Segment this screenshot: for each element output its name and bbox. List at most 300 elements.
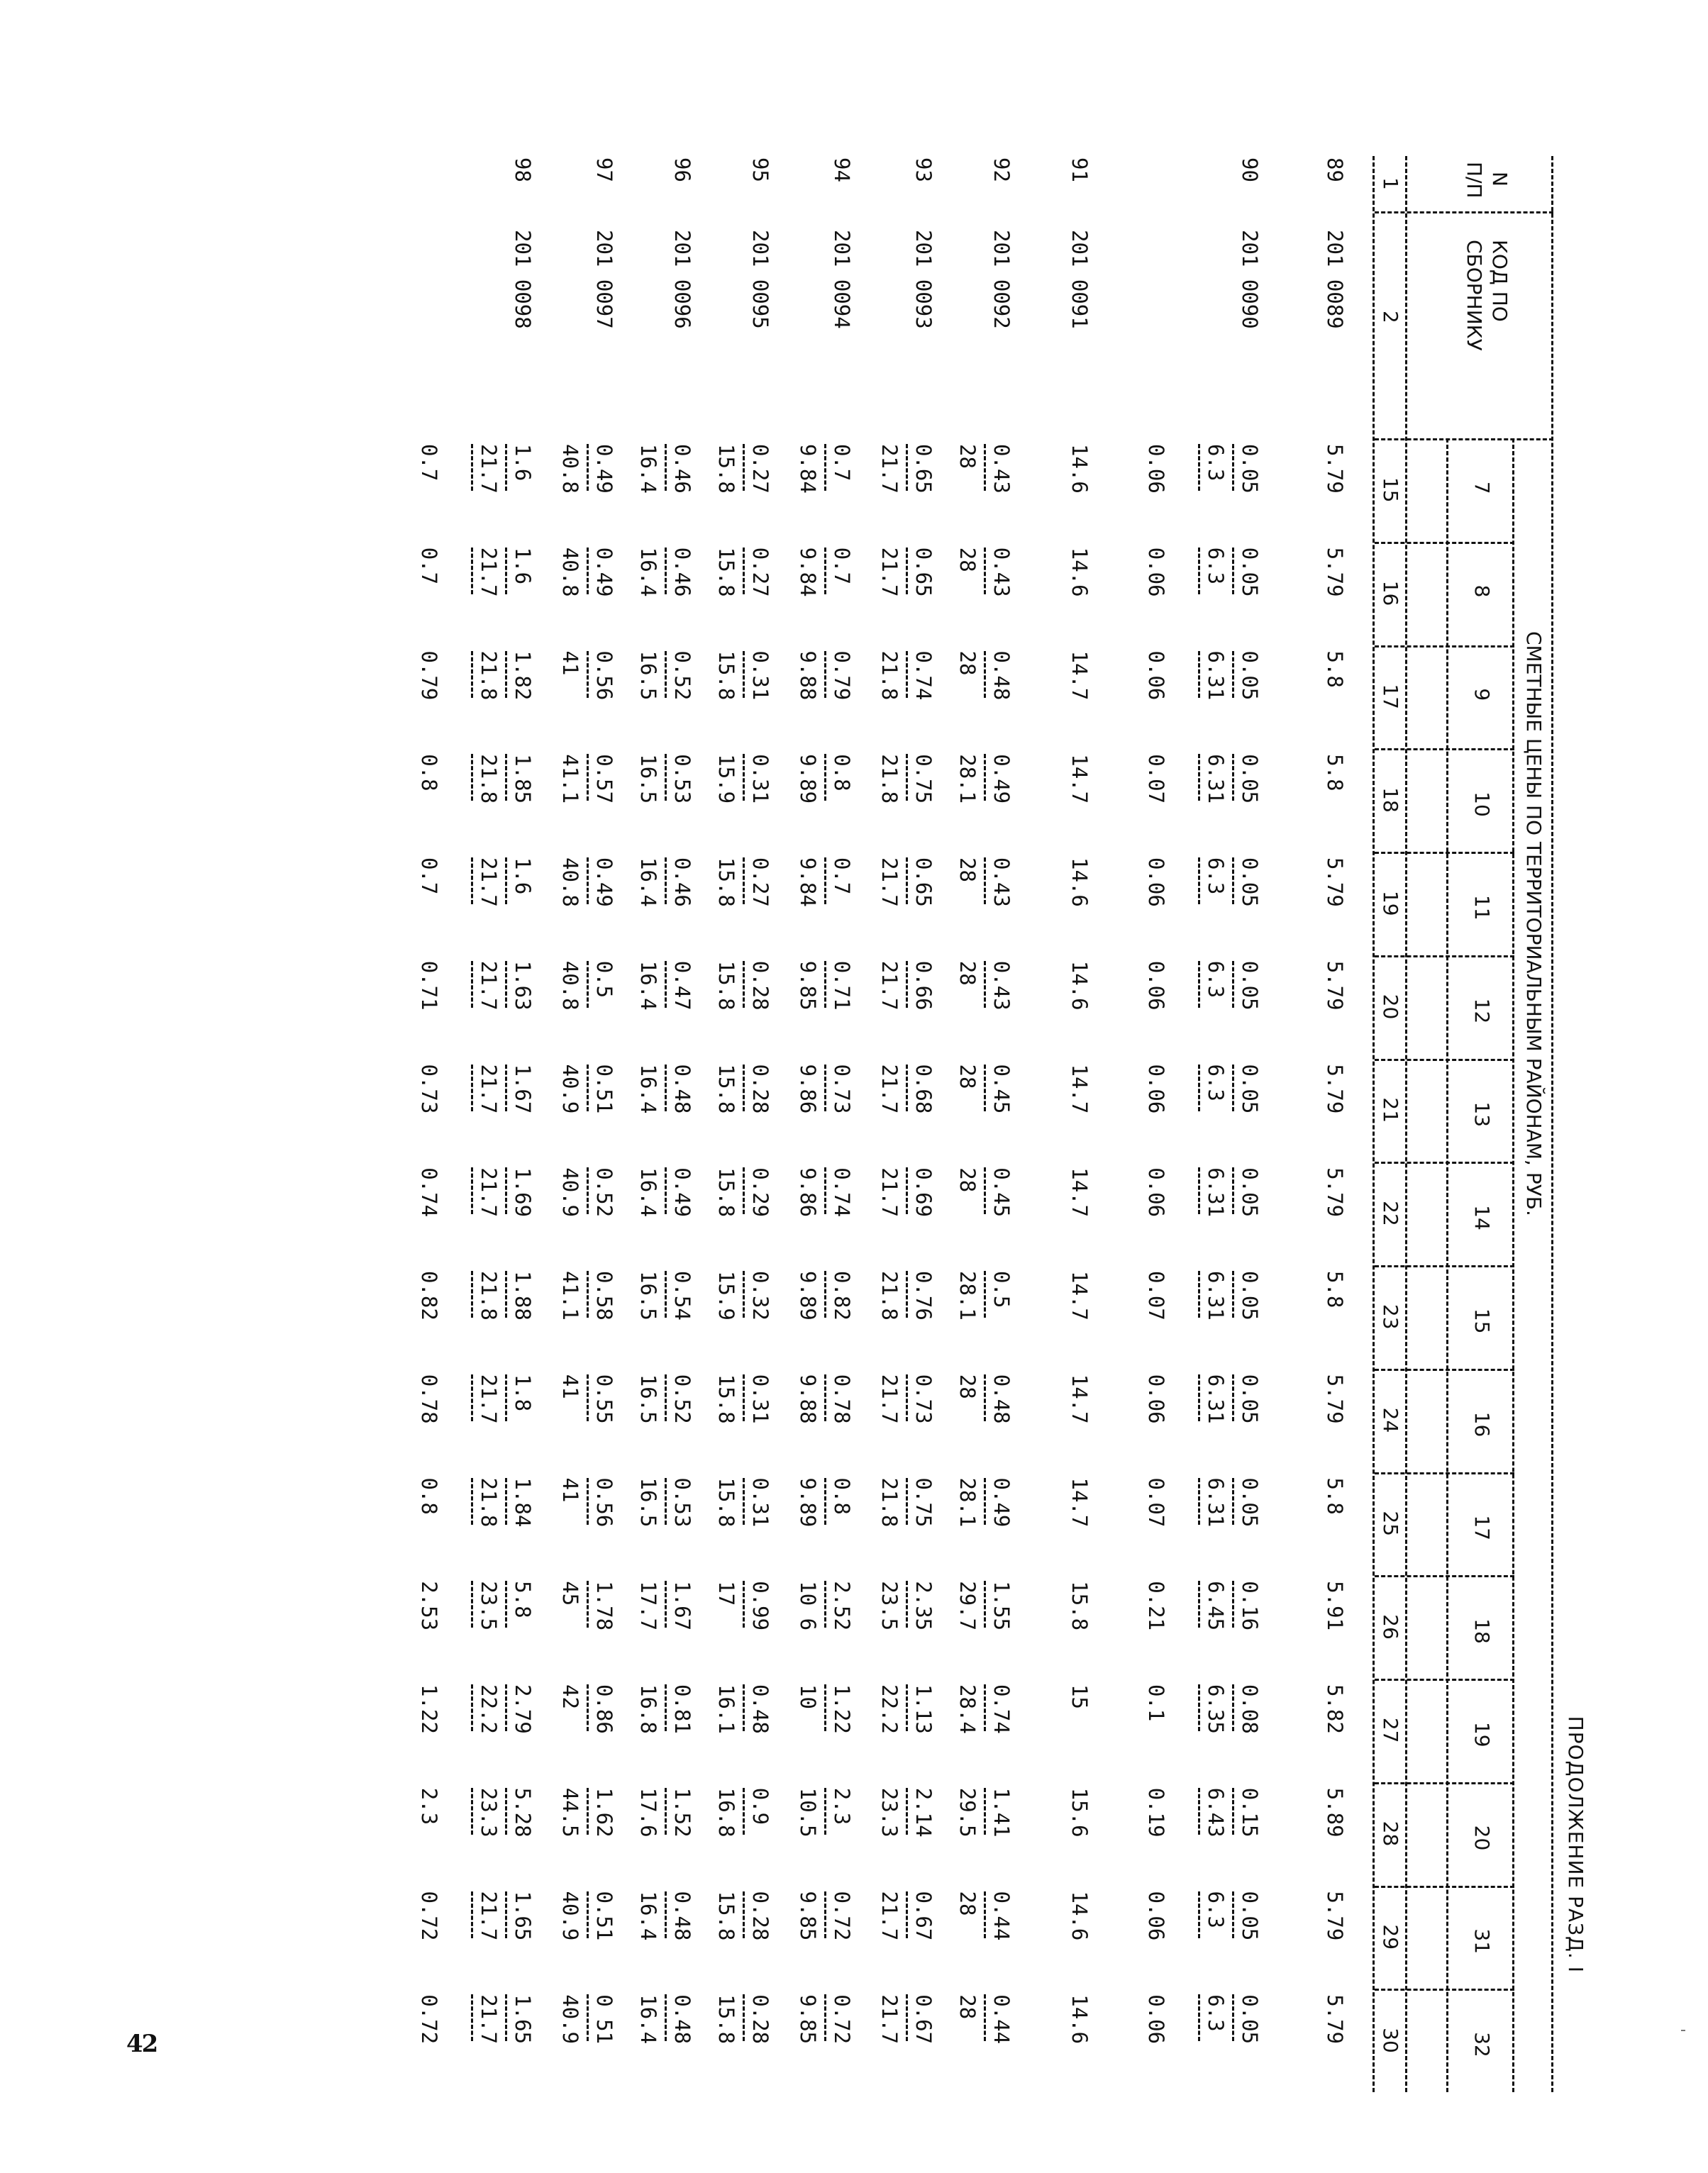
- price-value: 5.28: [511, 1787, 535, 1838]
- price-cell: [714, 1994, 773, 2045]
- fraction-rule: [471, 857, 473, 904]
- fraction-rule: [1198, 1271, 1200, 1318]
- price-value: 0.29: [748, 1167, 772, 1218]
- price-value: 0.31: [748, 650, 772, 701]
- fraction-rule: [505, 1891, 507, 1938]
- price-cell: [1322, 1994, 1348, 2044]
- price-value: 0.05: [1238, 1064, 1262, 1114]
- row-code: 201 0097: [592, 230, 616, 329]
- price-value-lower: 16.4: [636, 1167, 660, 1218]
- header-column-number: 19: [1379, 890, 1402, 916]
- fraction-rule: [587, 754, 589, 801]
- price-value-lower: 28: [955, 960, 980, 986]
- price-value: 0.48: [670, 1994, 694, 2045]
- price-value-third: 0.7: [417, 547, 441, 585]
- price-value-lower: 6.45: [1204, 1581, 1228, 1631]
- price-cell: [714, 1271, 773, 1321]
- price-value: 0.15: [1238, 1787, 1262, 1838]
- price-cell: [955, 1994, 1014, 2045]
- fraction-rule: [906, 1374, 908, 1421]
- fraction-rule: [743, 548, 745, 594]
- price-cell: [1322, 961, 1348, 1011]
- price-value: 5.8: [1323, 650, 1347, 688]
- price-value-lower: 21.7: [877, 1891, 902, 1941]
- fraction-rule: [505, 1065, 507, 1111]
- price-cell: [417, 547, 536, 597]
- price-cell: [636, 857, 695, 907]
- fraction-rule: [587, 1065, 589, 1111]
- price-value: 0.49: [989, 754, 1014, 804]
- price-value: 0.9: [748, 1787, 772, 1825]
- price-value-lower: 21.7: [477, 1064, 501, 1114]
- price-value: 1.6: [511, 547, 535, 585]
- fraction-rule: [1232, 1788, 1234, 1835]
- price-cell: [417, 1271, 536, 1321]
- price-cell: [796, 754, 855, 804]
- price-value-lower: 16.1: [714, 1684, 738, 1734]
- fraction-rule: [906, 1581, 908, 1628]
- price-value: 0.05: [1238, 650, 1262, 701]
- header-region-number: 14: [1470, 1205, 1494, 1230]
- header-region-number: 15: [1470, 1308, 1494, 1334]
- price-value: 0.27: [748, 547, 772, 597]
- price-value-lower: 42: [558, 1684, 582, 1709]
- price-value: 0.44: [989, 1994, 1014, 2045]
- fraction-rule: [824, 754, 826, 801]
- fraction-rule: [471, 1994, 473, 2041]
- price-value-lower: 16.8: [714, 1787, 738, 1838]
- price-value-lower: 6.3: [1204, 1891, 1228, 1928]
- fraction-rule: [743, 1891, 745, 1938]
- price-cell: [1322, 1478, 1348, 1515]
- price-cell: [877, 1477, 936, 1528]
- price-value-lower: 9.85: [796, 1891, 820, 1941]
- header-region-number: 18: [1470, 1618, 1494, 1644]
- price-value: 1.67: [511, 1064, 535, 1114]
- price-cell: [417, 1994, 536, 2045]
- fraction-rule: [1232, 1065, 1234, 1111]
- price-value: 0.5: [592, 960, 616, 999]
- price-value-lower: 21.7: [877, 1167, 902, 1218]
- price-value-lower: 10 6: [796, 1581, 820, 1631]
- price-value-lower: 21.7: [477, 1994, 501, 2045]
- price-value-lower: 16.4: [636, 547, 660, 597]
- header-region-number: 10: [1470, 791, 1494, 817]
- price-value: 0.65: [911, 547, 936, 597]
- price-value: 14.7: [1068, 650, 1092, 701]
- price-cell: [877, 1684, 936, 1734]
- price-value-lower: 16.4: [636, 857, 660, 907]
- fraction-rule: [471, 1788, 473, 1835]
- price-cell: [955, 1477, 1014, 1528]
- fraction-rule: [1198, 1788, 1200, 1835]
- price-value-lower: 15.9: [714, 1271, 738, 1321]
- price-cell: [1067, 1167, 1092, 1217]
- fraction-rule: [743, 754, 745, 801]
- price-value-lower: 21.8: [877, 1477, 902, 1528]
- price-value: 0.7: [830, 444, 854, 482]
- fraction-rule: [587, 1374, 589, 1421]
- price-value: 0.05: [1238, 960, 1262, 1011]
- price-value: 0.65: [911, 444, 936, 494]
- price-value-third: 0.7: [417, 857, 441, 895]
- price-value-lower: 6.31: [1204, 650, 1228, 701]
- price-value-third: 0.07: [1144, 1271, 1168, 1321]
- price-cell: [636, 1891, 695, 1941]
- price-value: 0.79: [830, 650, 854, 701]
- price-value: 0.56: [592, 650, 616, 701]
- price-value-third: 0.8: [417, 1477, 441, 1515]
- price-value-third: 0.21: [1144, 1581, 1168, 1631]
- price-value-third: 0.06: [1144, 1167, 1168, 1218]
- fraction-rule: [471, 548, 473, 594]
- fraction-rule: [471, 1167, 473, 1214]
- price-cell: [714, 547, 773, 597]
- price-value-lower: 21.7: [877, 1374, 902, 1424]
- price-value: 1.65: [511, 1994, 535, 2045]
- price-value: 1.88: [511, 1271, 535, 1321]
- price-cell: [1322, 1374, 1348, 1424]
- price-value: 5.89: [1323, 1787, 1347, 1838]
- price-cell: [796, 1684, 855, 1734]
- price-cell: [796, 444, 855, 494]
- price-value-lower: 41: [558, 1374, 582, 1399]
- price-cell: [636, 444, 695, 494]
- price-value-lower: 23.3: [477, 1787, 501, 1838]
- fraction-rule: [1232, 651, 1234, 698]
- fraction-rule: [824, 1684, 826, 1731]
- price-value-lower: 17.7: [636, 1581, 660, 1631]
- row-code: 201 0094: [830, 230, 854, 329]
- price-value-third: 0.78: [417, 1374, 441, 1424]
- price-value-third: 0.06: [1144, 1064, 1168, 1114]
- price-cell: [1322, 754, 1348, 791]
- price-value-lower: 21.8: [877, 1271, 902, 1321]
- price-value: 0.05: [1238, 754, 1262, 804]
- price-value-lower: 15.9: [714, 754, 738, 804]
- price-value-third: 0.06: [1144, 1374, 1168, 1424]
- price-cell: [955, 547, 1014, 597]
- fraction-rule: [471, 444, 473, 491]
- fraction-rule: [984, 961, 986, 1008]
- price-value-lower: 28: [955, 1167, 980, 1193]
- price-value: 0.72: [830, 1994, 854, 2045]
- price-value-lower: 15.8: [714, 1994, 738, 2045]
- fraction-rule: [906, 1478, 908, 1525]
- price-value: 0.27: [748, 857, 772, 907]
- price-value-lower: 6.3: [1204, 444, 1228, 482]
- fraction-rule: [743, 1581, 745, 1628]
- price-value: 15.6: [1068, 1787, 1092, 1838]
- fraction-rule: [505, 444, 507, 491]
- header-vline-col: [1375, 852, 1514, 854]
- row-code: 201 0095: [748, 230, 772, 329]
- price-value: 15.8: [1068, 1581, 1092, 1631]
- fraction-rule: [984, 651, 986, 698]
- price-value-lower: 29.7: [955, 1581, 980, 1631]
- price-cell: [714, 1477, 773, 1528]
- price-value-lower: 21.8: [877, 650, 902, 701]
- price-value-third: 2.53: [417, 1581, 441, 1631]
- fraction-rule: [665, 1891, 667, 1938]
- fraction-rule: [906, 651, 908, 698]
- price-cell: [877, 547, 936, 597]
- price-value: 14.7: [1068, 1477, 1092, 1528]
- row-number: 93: [911, 157, 936, 182]
- price-value: 0 51: [592, 1994, 616, 2045]
- price-value: 0.86: [592, 1684, 616, 1734]
- header-vline-col: [1375, 542, 1514, 544]
- fraction-rule: [587, 1478, 589, 1525]
- price-cell: [1322, 1788, 1348, 1838]
- price-value-lower: 9.84: [796, 444, 820, 494]
- price-value: 0.53: [670, 1477, 694, 1528]
- fraction-rule: [1232, 1891, 1234, 1938]
- fraction-rule: [743, 857, 745, 904]
- fraction-rule: [906, 1891, 908, 1938]
- fraction-rule: [824, 857, 826, 904]
- fraction-rule: [743, 1788, 745, 1835]
- fraction-rule: [471, 1581, 473, 1628]
- fraction-rule: [505, 1374, 507, 1421]
- price-cell: [417, 754, 536, 804]
- fraction-rule: [1232, 1994, 1234, 2041]
- header-column-number: 15: [1379, 477, 1402, 503]
- price-value: 1.67: [670, 1581, 694, 1631]
- price-value: 5.79: [1323, 1167, 1347, 1218]
- price-value-lower: 15.8: [714, 547, 738, 597]
- price-cell: [714, 1064, 773, 1114]
- header-vline-col: [1375, 1782, 1514, 1784]
- price-value-lower: 9.88: [796, 650, 820, 701]
- rotated-table-page: [0, 7, 1702, 2170]
- price-cell: [796, 650, 855, 701]
- fraction-rule: [984, 1374, 986, 1421]
- price-cell: [877, 444, 936, 494]
- header-vline-col: [1375, 1059, 1514, 1061]
- price-cell: [796, 1891, 855, 1941]
- price-value-lower: 6.31: [1204, 754, 1228, 804]
- price-value: 0.72: [830, 1891, 854, 1941]
- fraction-rule: [1232, 1478, 1234, 1525]
- fraction-rule: [1198, 754, 1200, 801]
- header-column-number: 27: [1379, 1717, 1402, 1743]
- price-value-lower: 15.8: [714, 1891, 738, 1941]
- price-value: 0.82: [830, 1271, 854, 1321]
- price-value: 14.7: [1068, 754, 1092, 804]
- price-value: 1.41: [989, 1787, 1014, 1838]
- price-value: 0.52: [592, 1167, 616, 1218]
- fraction-rule: [471, 1271, 473, 1318]
- header-vline-col: [1375, 1162, 1514, 1164]
- price-cell: [714, 1167, 773, 1218]
- fraction-rule: [906, 444, 908, 491]
- price-value: 0.54: [670, 1271, 694, 1321]
- price-value-third: 0.72: [417, 1994, 441, 2045]
- price-value: 2.35: [911, 1581, 936, 1631]
- price-value-third: 0.06: [1144, 1891, 1168, 1941]
- price-cell: [955, 960, 1014, 1011]
- price-cell: [558, 1477, 617, 1528]
- header-column-number: 26: [1379, 1614, 1402, 1640]
- price-value: 5.79: [1323, 857, 1347, 907]
- price-value-lower: 23.5: [877, 1581, 902, 1631]
- fraction-rule: [824, 548, 826, 594]
- fraction-rule: [906, 754, 908, 801]
- price-cell: [1322, 1891, 1348, 1941]
- fraction-rule: [824, 1478, 826, 1525]
- price-value: 5.82: [1323, 1684, 1347, 1734]
- price-value: 0.81: [670, 1684, 694, 1734]
- price-value: 0.05: [1238, 1477, 1262, 1528]
- fraction-rule: [984, 1167, 986, 1214]
- header-column-number: 2: [1379, 311, 1402, 323]
- price-value-lower: 6.31: [1204, 1477, 1228, 1528]
- fraction-rule: [587, 1684, 589, 1731]
- fraction-rule: [1232, 1684, 1234, 1731]
- price-value: 0.8: [830, 1477, 854, 1515]
- price-value: 0.76: [911, 1271, 936, 1321]
- price-value-third: 0.06: [1144, 547, 1168, 597]
- row-number: 94: [830, 157, 854, 182]
- price-cell: [877, 1167, 936, 1218]
- price-cell: [1067, 1994, 1092, 2044]
- price-value: 0.56: [592, 1477, 616, 1528]
- header-region-number: 8: [1470, 584, 1494, 598]
- price-value: 0.51: [592, 1064, 616, 1114]
- price-cell: [877, 960, 936, 1011]
- fraction-rule: [743, 1374, 745, 1421]
- fraction-rule: [471, 1891, 473, 1938]
- fraction-rule: [471, 1374, 473, 1421]
- price-value-lower: 41: [558, 1477, 582, 1503]
- fraction-rule: [587, 1167, 589, 1214]
- price-value-lower: 6.35: [1204, 1684, 1228, 1734]
- price-cell: [955, 1684, 1014, 1734]
- price-value: 2.52: [830, 1581, 854, 1631]
- price-value: 0.43: [989, 960, 1014, 1011]
- price-cell: [417, 1581, 536, 1631]
- price-value-lower: 40.8: [558, 444, 582, 494]
- price-value-lower: 16.8: [636, 1684, 660, 1734]
- price-value: 14.6: [1068, 444, 1092, 494]
- price-value-lower: 41.1: [558, 754, 582, 804]
- fraction-rule: [824, 1271, 826, 1318]
- price-value: 15: [1068, 1684, 1092, 1709]
- price-value: 0.05: [1238, 1891, 1262, 1941]
- header-code-label-1: КОД ПО: [1488, 240, 1512, 322]
- price-value: 0.43: [989, 857, 1014, 907]
- price-cell: [558, 1374, 617, 1424]
- price-cell: [1144, 1271, 1263, 1321]
- fraction-rule: [471, 1478, 473, 1525]
- price-value-lower: 21.7: [877, 960, 902, 1011]
- header-vline-col: [1375, 1575, 1514, 1577]
- header-column-number: 24: [1379, 1407, 1402, 1433]
- price-value-lower: 9.89: [796, 1477, 820, 1528]
- fraction-rule: [505, 1478, 507, 1525]
- fraction-rule: [984, 754, 986, 801]
- price-value-lower: 40.9: [558, 1994, 582, 2045]
- price-value-lower: 21.8: [877, 754, 902, 804]
- price-value: 14.6: [1068, 547, 1092, 597]
- price-cell: [955, 650, 1014, 701]
- price-cell: [1144, 1374, 1263, 1424]
- price-value-lower: 21.7: [477, 857, 501, 907]
- fraction-rule: [505, 1581, 507, 1628]
- price-value-third: 0.7: [417, 444, 441, 482]
- fraction-rule: [587, 1271, 589, 1318]
- row-number: 91: [1068, 157, 1092, 182]
- fraction-rule: [505, 1994, 507, 2041]
- fraction-rule: [665, 1788, 667, 1835]
- price-value-lower: 15.8: [714, 1374, 738, 1424]
- price-value: 0.46: [670, 547, 694, 597]
- fraction-rule: [824, 1065, 826, 1111]
- price-cell: [558, 1167, 617, 1218]
- price-value-lower: 21.8: [477, 650, 501, 701]
- price-value: 0.46: [670, 444, 694, 494]
- price-cell: [558, 1684, 617, 1734]
- row-code: 201 0091: [1068, 230, 1092, 329]
- price-cell: [1322, 1065, 1348, 1114]
- price-cell: [558, 1581, 617, 1631]
- header-region-number: 31: [1470, 1928, 1494, 1955]
- price-value-lower: 10.5: [796, 1787, 820, 1838]
- price-value-lower: 6.31: [1204, 1271, 1228, 1321]
- price-value-lower: 15.8: [714, 650, 738, 701]
- price-value-third: 1.22: [417, 1684, 441, 1734]
- price-cell: [1067, 1891, 1092, 1941]
- price-value-lower: 21.7: [877, 857, 902, 907]
- fraction-rule: [665, 1271, 667, 1318]
- fraction-rule: [1198, 1891, 1200, 1938]
- page-number: 42: [126, 2030, 157, 2058]
- header-vline-col: [1375, 1886, 1514, 1888]
- price-value: 0.47: [670, 960, 694, 1011]
- price-cell: [714, 960, 773, 1011]
- price-value: 5.79: [1323, 1064, 1347, 1114]
- fraction-rule: [1232, 1581, 1234, 1628]
- header-code-label-2: СБОРНИКУ: [1463, 240, 1486, 351]
- price-cell: [558, 754, 617, 804]
- price-value-lower: 22.2: [877, 1684, 902, 1734]
- continuation-label: ПРОДОЛЖЕНИЕ РАЗД. I: [1564, 1716, 1587, 1973]
- price-value-lower: 16.4: [636, 1891, 660, 1941]
- price-value: 0.48: [748, 1684, 772, 1734]
- price-value: 0.48: [670, 1891, 694, 1941]
- price-cell: [558, 650, 617, 701]
- price-value: 0.71: [830, 960, 854, 1011]
- fraction-rule: [665, 651, 667, 698]
- price-value-lower: 45: [558, 1581, 582, 1606]
- price-value-third: 0.8: [417, 754, 441, 791]
- fraction-rule: [1198, 961, 1200, 1008]
- price-value: 0.49: [592, 547, 616, 597]
- price-value: 0.08: [1238, 1684, 1262, 1734]
- price-value-lower: 21.8: [477, 1271, 501, 1321]
- price-cell: [558, 1787, 617, 1838]
- price-value-lower: 6.3: [1204, 1064, 1228, 1101]
- price-value: 0.45: [989, 1064, 1014, 1114]
- price-cell: [636, 1064, 695, 1114]
- price-value-lower: 28: [955, 1994, 980, 2020]
- price-value: 0.48: [670, 1064, 694, 1114]
- price-cell: [558, 444, 617, 494]
- price-value: 1.55: [989, 1581, 1014, 1631]
- header-column-number: 18: [1379, 787, 1402, 813]
- price-value: 0.67: [911, 1891, 936, 1941]
